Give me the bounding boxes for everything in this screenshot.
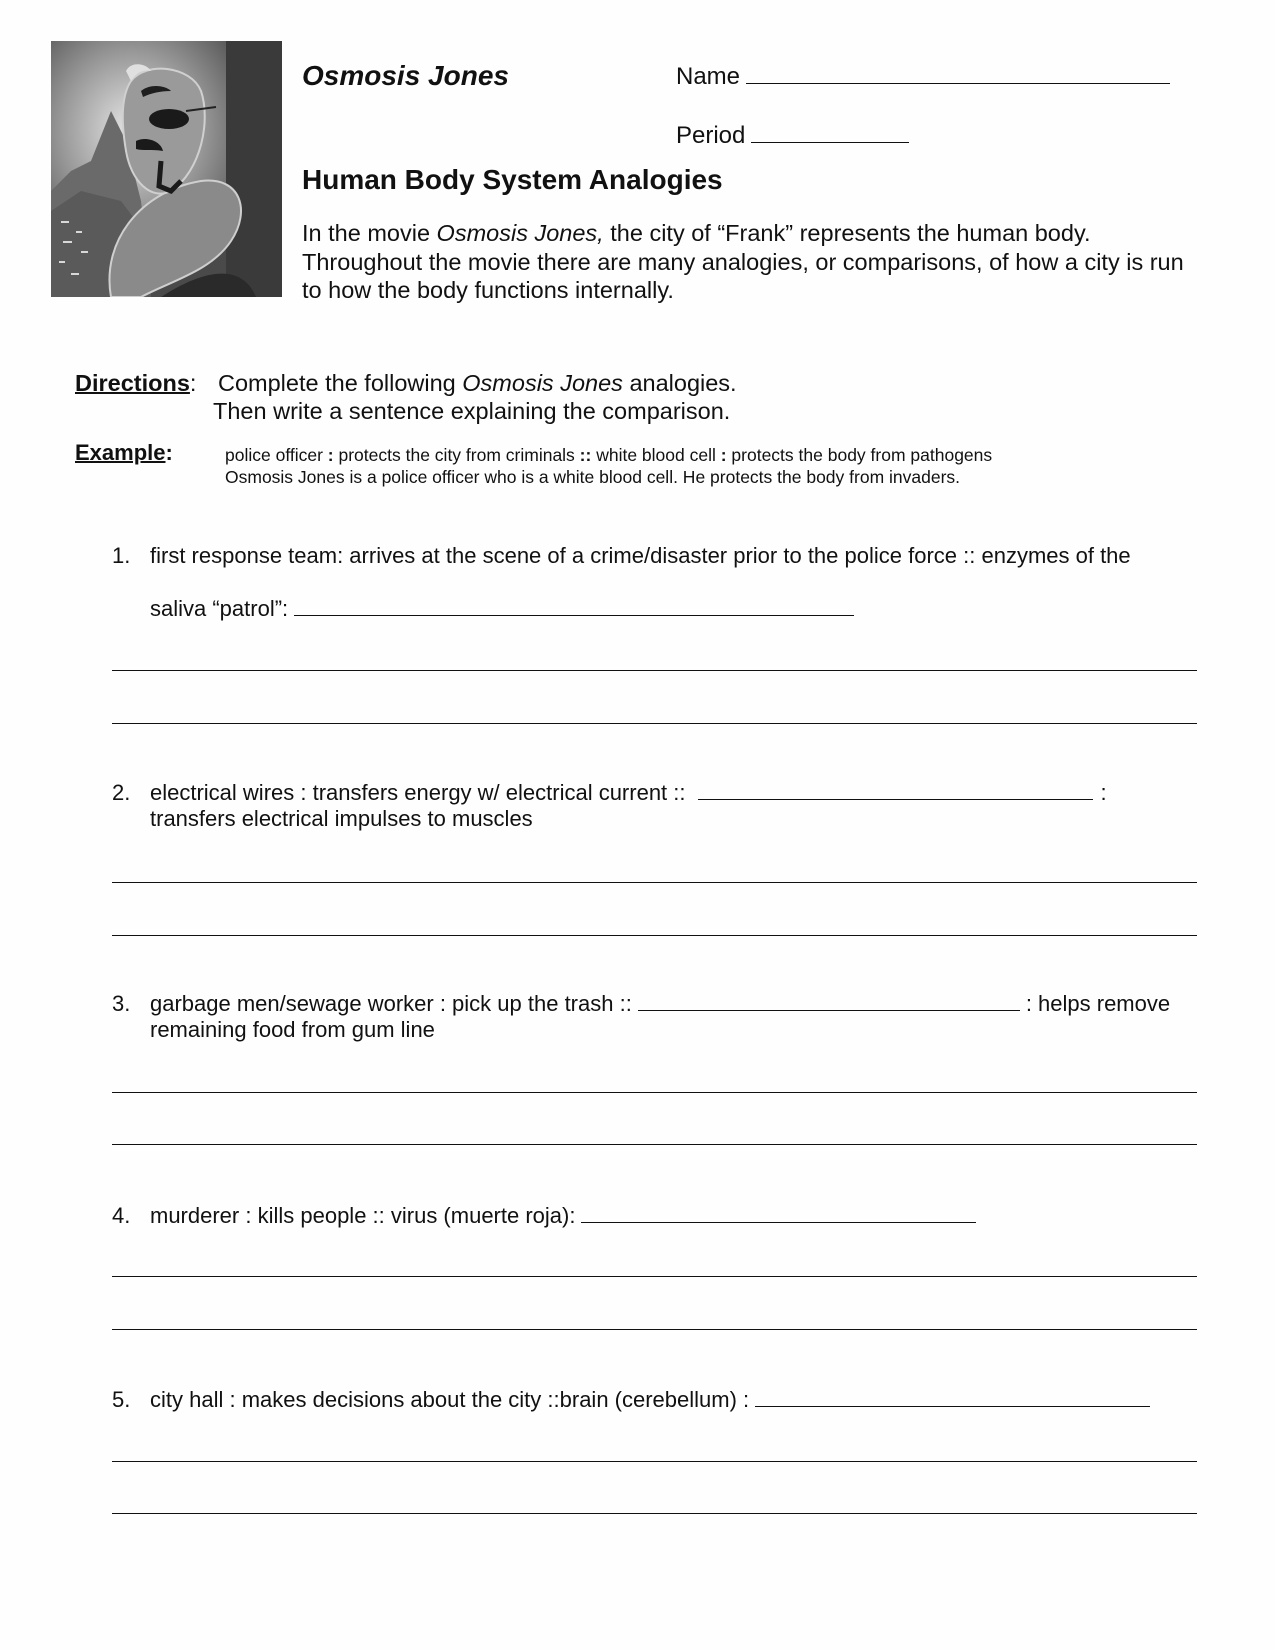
directions-label-text: Directions [75,370,190,396]
question-3-number: 3. [112,991,131,1016]
question-5-prompt: city hall : makes decisions about the city ::brain (cerebellum) : [150,1387,750,1412]
directions-line-2: Then write a sentence explaining the comparison. [213,398,731,424]
example-term-d: protects the body from pathogens [731,445,993,465]
osmosis-jones-illustration [51,41,282,297]
directions-text: Complete the following [218,370,463,396]
question-4-prompt: murderer : kills people :: virus (muerte roja): [150,1203,576,1228]
question-4-number: 4. [112,1203,131,1228]
worksheet-subtitle: Human Body System Analogies [302,164,723,195]
question-1-response-line-2[interactable] [112,723,1197,724]
example-label [75,440,173,466]
directions-movie-title: Osmosis Jones [462,370,623,396]
example-term-b: protects the city from criminals [338,445,575,465]
question-2-answer-blank[interactable] [698,798,1093,800]
question-1-prompt: saliva “patrol”: [150,596,289,621]
question-3-response-line-2[interactable] [112,1144,1197,1145]
intro-paragraph [302,219,1202,305]
example-sentence: Osmosis Jones is a police officer who is a white blood cell. He protects the body from invaders. [225,467,961,487]
directions-colon: : [189,370,197,396]
separator: : [322,445,339,465]
question-1-answer-blank[interactable] [294,614,854,616]
separator: :: [574,445,597,465]
question-2-colon: : [1100,780,1107,805]
example-colon: : [165,440,173,465]
question-3-response-line-1[interactable] [112,1092,1197,1093]
question-4-response-line-1[interactable] [112,1276,1197,1277]
question-2-number: 2. [112,780,131,805]
question-5-line-1 [150,1387,1150,1413]
question-2-response-line-2[interactable] [112,935,1197,936]
period-field[interactable] [676,122,909,150]
question-5-response-line-1[interactable] [112,1461,1197,1462]
question-5-response-line-2[interactable] [112,1513,1197,1514]
example-label-text: Example [75,440,166,465]
period-label: Period [676,122,746,149]
question-2-line-2: transfers electrical impulses to muscles [150,806,533,831]
intro-text-1: In the movie [302,220,437,246]
question-1-line-2 [150,596,854,622]
name-blank-line[interactable] [746,82,1170,84]
question-2-line-1 [150,780,1107,806]
question-3-continuation: : helps remove [1025,991,1171,1016]
question-4-answer-blank[interactable] [581,1221,976,1223]
cartoon-character-image [51,41,282,297]
intro-text-2: the city of “Frank” represents the human body. Throughout the movie there are many analogies, or comparisons, of how a city is run to how the body functions internally. [302,220,1184,303]
question-2-prompt: electrical wires : transfers energy w/ electrical current :: [150,780,686,805]
question-1-text: first response team: arrives at the scene of a crime/disaster prior to the police force :: enzymes of the [150,543,1131,568]
question-4-response-line-2[interactable] [112,1329,1197,1330]
question-1-response-line-1[interactable] [112,670,1197,671]
separator: : [715,445,732,465]
directions-text: analogies. [622,370,737,396]
question-3-prompt: garbage men/sewage worker : pick up the trash :: [150,991,632,1016]
directions-label [75,370,196,397]
example-analogy [225,445,992,466]
question-2-response-line-1[interactable] [112,882,1197,883]
name-label: Name [676,63,741,90]
document-title: Osmosis Jones [302,60,509,91]
example-term-a: police officer [225,445,323,465]
directions-line-1 [218,370,737,397]
question-5-number: 5. [112,1387,131,1412]
question-4-line-1 [150,1203,976,1229]
question-1-number: 1. [112,543,131,568]
question-3-line-1 [150,991,1170,1017]
intro-movie-title: Osmosis Jones, [436,220,604,246]
question-3-line-2: remaining food from gum line [150,1017,435,1042]
name-field[interactable] [676,63,1170,91]
question-3-answer-blank[interactable] [638,1009,1020,1011]
example-term-c: white blood cell [596,445,716,465]
period-blank-line[interactable] [751,141,909,143]
question-5-answer-blank[interactable] [755,1405,1150,1407]
